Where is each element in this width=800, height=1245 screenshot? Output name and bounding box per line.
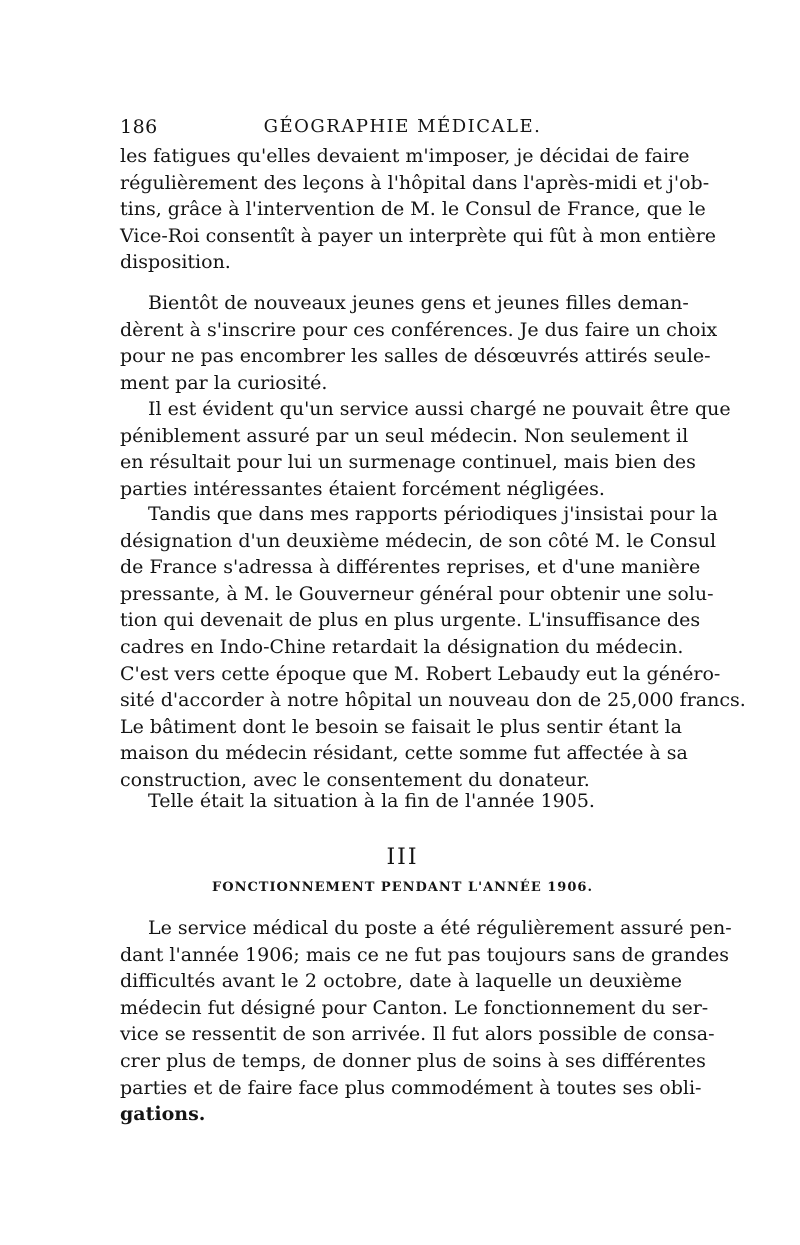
text-line: péniblement assuré par un seul médecin. Non seulement il bbox=[120, 424, 689, 447]
text-line: Telle était la situation à la fin de l'année 1905. bbox=[148, 790, 595, 812]
running-head bbox=[120, 116, 685, 146]
text-line: Le bâtiment dont le besoin se faisait le plus sentir étant la bbox=[120, 715, 682, 738]
text-line: maison du médecin résidant, cette somme fut affectée à sa bbox=[120, 742, 688, 765]
text-line: tins, grâce à l'intervention de M. le Consul de France, que le bbox=[120, 198, 706, 221]
text-line: dant l'année 1906; mais ce ne fut pas toujours sans de grandes bbox=[120, 943, 729, 966]
text-line: désignation d'un deuxième médecin, de son côté M. le Consul bbox=[120, 529, 717, 552]
paragraph-1 bbox=[120, 143, 717, 276]
text-line: dèrent à s'inscrire pour ces conférences. Je dus faire un choix bbox=[120, 318, 718, 341]
paragraph-4 bbox=[120, 501, 746, 794]
text-line: Le service médical du poste a été régulièrement assuré pen- bbox=[148, 917, 732, 939]
text-line: médecin fut désigné pour Canton. Le fonctionnement du ser- bbox=[120, 996, 709, 1019]
text-line: en résultait pour lui un surmenage continuel, mais bien des bbox=[120, 451, 696, 474]
text-line: difficultés avant le 2 octobre, date à laquelle un deuxième bbox=[120, 970, 682, 993]
text-line: parties intéressantes étaient forcément négligées. bbox=[120, 477, 605, 500]
text-line: tion qui devenait de plus en plus urgente. L'insuffisance des bbox=[120, 609, 701, 632]
text-line: pressante, à M. le Gouverneur général pour obtenir une solu- bbox=[120, 582, 714, 605]
text-line: disposition. bbox=[120, 251, 231, 274]
text-line: ment par la curiosité. bbox=[120, 371, 328, 394]
text-line: Vice-Roi consentît à payer un interprète qui fût à mon entière bbox=[120, 224, 717, 247]
text-line: pour ne pas encombrer les salles de désœuvrés attirés seule- bbox=[120, 345, 711, 368]
text-line: les fatigues qu'elles devaient m'imposer, je décidai de faire bbox=[120, 145, 690, 167]
page-number: 186 bbox=[120, 116, 158, 138]
text-line: gations. bbox=[120, 1103, 206, 1126]
text-line: C'est vers cette époque que M. Robert Lebaudy eut la généro- bbox=[120, 662, 721, 685]
text-line: de France s'adressa à différentes reprises, et d'une manière bbox=[120, 556, 701, 579]
paragraph-5 bbox=[120, 788, 682, 815]
text-line: régulièrement des leçons à l'hôpital dans l'après-midi et j'ob- bbox=[120, 171, 710, 194]
text-line: parties et de faire face plus commodément à toutes ses obli- bbox=[120, 1076, 702, 1099]
text-line: sité d'accorder à notre hôpital un nouveau don de 25,000 francs. bbox=[120, 689, 746, 712]
section-number: III bbox=[386, 845, 419, 870]
section-paragraph bbox=[120, 915, 732, 1128]
text-line: construction, avec le consentement du donateur. bbox=[120, 768, 590, 791]
text-line: Tandis que dans mes rapports périodiques j'insistai pour la bbox=[148, 503, 718, 525]
text-line: Il est évident qu'un service aussi chargé ne pouvait être que bbox=[148, 398, 731, 420]
text-line: Bientôt de nouveaux jeunes gens et jeunes filles deman- bbox=[148, 292, 689, 314]
paragraph-2 bbox=[120, 290, 718, 396]
paragraph-3 bbox=[120, 396, 731, 502]
text-line: crer plus de temps, de donner plus de soins à ses différentes bbox=[120, 1049, 706, 1072]
text-line: cadres en Indo-Chine retardait la désignation du médecin. bbox=[120, 635, 684, 658]
section-title: FONCTIONNEMENT PENDANT L'ANNÉE 1906. bbox=[212, 880, 593, 895]
running-title: GÉOGRAPHIE MÉDICALE. bbox=[263, 116, 542, 137]
text-line: vice se ressentit de son arrivée. Il fut alors possible de consa- bbox=[120, 1023, 715, 1046]
